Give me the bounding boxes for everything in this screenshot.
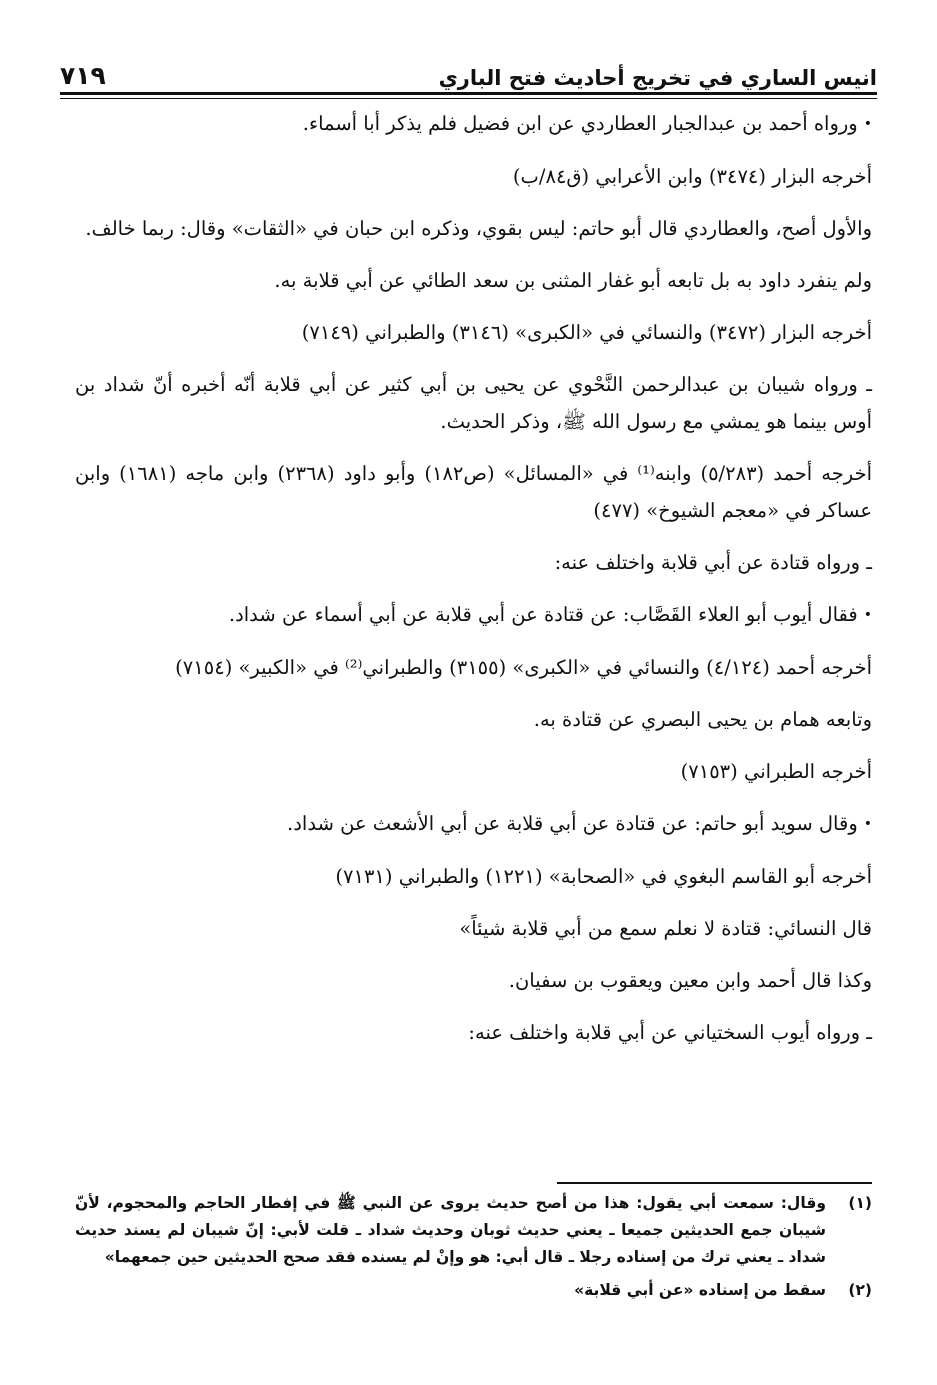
paragraph-text: وقال سويد أبو حاتم: عن قتادة عن أبي قلابة عن أبي الأشعث عن شداد. [287, 812, 858, 835]
footnote-text: سقط من إسناده «عن أبي قلابة» [574, 1281, 826, 1299]
bullet-icon: • [863, 116, 872, 132]
paragraph [75, 596, 872, 634]
paragraph-text: ورواه أحمد بن عبدالجبار العطاردي عن ابن فضيل فلم يذكر أبا أسماء. [302, 112, 858, 135]
page-header [60, 38, 877, 90]
paragraph-text: أخرجه البزار (٣٤٧٢) والنسائي في «الكبرى» (٣١٤٦) والطبراني (٧١٤٩) [301, 321, 872, 344]
paragraph [75, 701, 872, 738]
paragraph-text: وتابعه همام بن يحيى البصري عن قتادة به. [533, 708, 872, 731]
main-text [75, 105, 872, 1066]
paragraph-text: فقال أيوب أبو العلاء القَصَّاب: عن قتادة عن أبي قلابة عن أبي أسماء عن شداد. [228, 603, 858, 626]
bullet-icon: • [863, 607, 872, 623]
footnote [75, 1277, 872, 1304]
paragraph [75, 1014, 872, 1051]
footnote-separator [557, 1182, 872, 1184]
paragraph-text: أخرجه أبو القاسم البغوي في «الصحابة» (١٢٢١) والطبراني (٧١٣١) [335, 865, 872, 888]
paragraph-text: أخرجه الطبراني (٧١٥٣) [680, 760, 872, 783]
paragraph-text: أخرجه أحمد (٤/١٢٤) والنسائي في «الكبرى» (٣١٥٥) والطبراني⁽²⁾ في «الكبير» (٧١٥٤) [175, 656, 872, 679]
paragraph-text: وكذا قال أحمد وابن معين ويعقوب بن سفيان. [508, 969, 872, 992]
paragraph [75, 753, 872, 790]
paragraph-text: ـ ورواه قتادة عن أبي قلابة واختلف عنه: [554, 551, 872, 574]
paragraph-text: ـ ورواه أيوب السختياني عن أبي قلابة واختلف عنه: [468, 1021, 872, 1044]
bullet-icon: • [863, 816, 872, 832]
paragraph [75, 962, 872, 999]
paragraph [75, 314, 872, 351]
page-number: ٧١٩ [60, 61, 106, 90]
paragraph-text: ولم ينفرد داود به بل تابعه أبو غفار المثنى بن سعد الطائي عن أبي قلابة به. [274, 269, 872, 292]
paragraph-text: قال النسائي: قتادة لا نعلم سمع من أبي قلابة شيئاً» [459, 917, 872, 940]
footnote-text: وقال: سمعت أبي يقول: هذا من أصح حديث يروى عن النبي ﷺ في إفطار الحاجم والمحجوم، لأنّ شيبان جمع الحديثين جميعا ـ يعني حديث ثوبان وحديث شداد ـ قلت لأبي: إنّ شيبان لم يسند حديث شداد ـ يعني ترك من إسناده رجلا ـ قال أبي: هو وإنْ لم يسنده فقد صحح الحديثين حين جمعهما» [75, 1194, 826, 1266]
paragraph [75, 544, 872, 581]
paragraph [75, 649, 872, 686]
paragraph-text: والأول أصح، والعطاردي قال أبو حاتم: ليس بقوي، وذكره ابن حبان في «الثقات» وقال: ربما خالف. [85, 217, 872, 240]
paragraph [75, 158, 872, 195]
paragraph [75, 455, 872, 529]
paragraph-text: أخرجه البزار (٣٤٧٤) وابن الأعرابي (ق٨٤/ب) [512, 165, 872, 188]
running-title: انيس الساري في تخريج أحاديث فتح الباري [438, 66, 877, 90]
paragraph [75, 910, 872, 947]
paragraph [75, 210, 872, 247]
paragraph-text: ـ ورواه شيبان بن عبدالرحمن النَّحْوي عن يحيى بن أبي كثير عن أبي قلابة أنّه أخبره أنّ شداد بن أوس بينما هو يمشي مع رسول الله ﷺ، وذكر الحديث. [75, 373, 872, 433]
paragraph [75, 858, 872, 895]
footnotes [75, 1190, 872, 1310]
header-rule [60, 92, 877, 95]
header-rule-thin [60, 98, 877, 99]
footnote-number: (١) [848, 1194, 872, 1212]
footnote [75, 1190, 872, 1271]
paragraph [75, 105, 872, 143]
paragraph [75, 366, 872, 440]
paragraph-text: أخرجه أحمد (٥/٢٨٣) وابنه⁽¹⁾ في «المسائل» (ص١٨٢) وأبو داود (٢٣٦٨) وابن ماجه (١٦٨١) وابن عساكر في «معجم الشيوخ» (٤٧٧) [75, 462, 873, 522]
paragraph [75, 805, 872, 843]
footnote-number: (٢) [848, 1281, 872, 1299]
paragraph [75, 262, 872, 299]
